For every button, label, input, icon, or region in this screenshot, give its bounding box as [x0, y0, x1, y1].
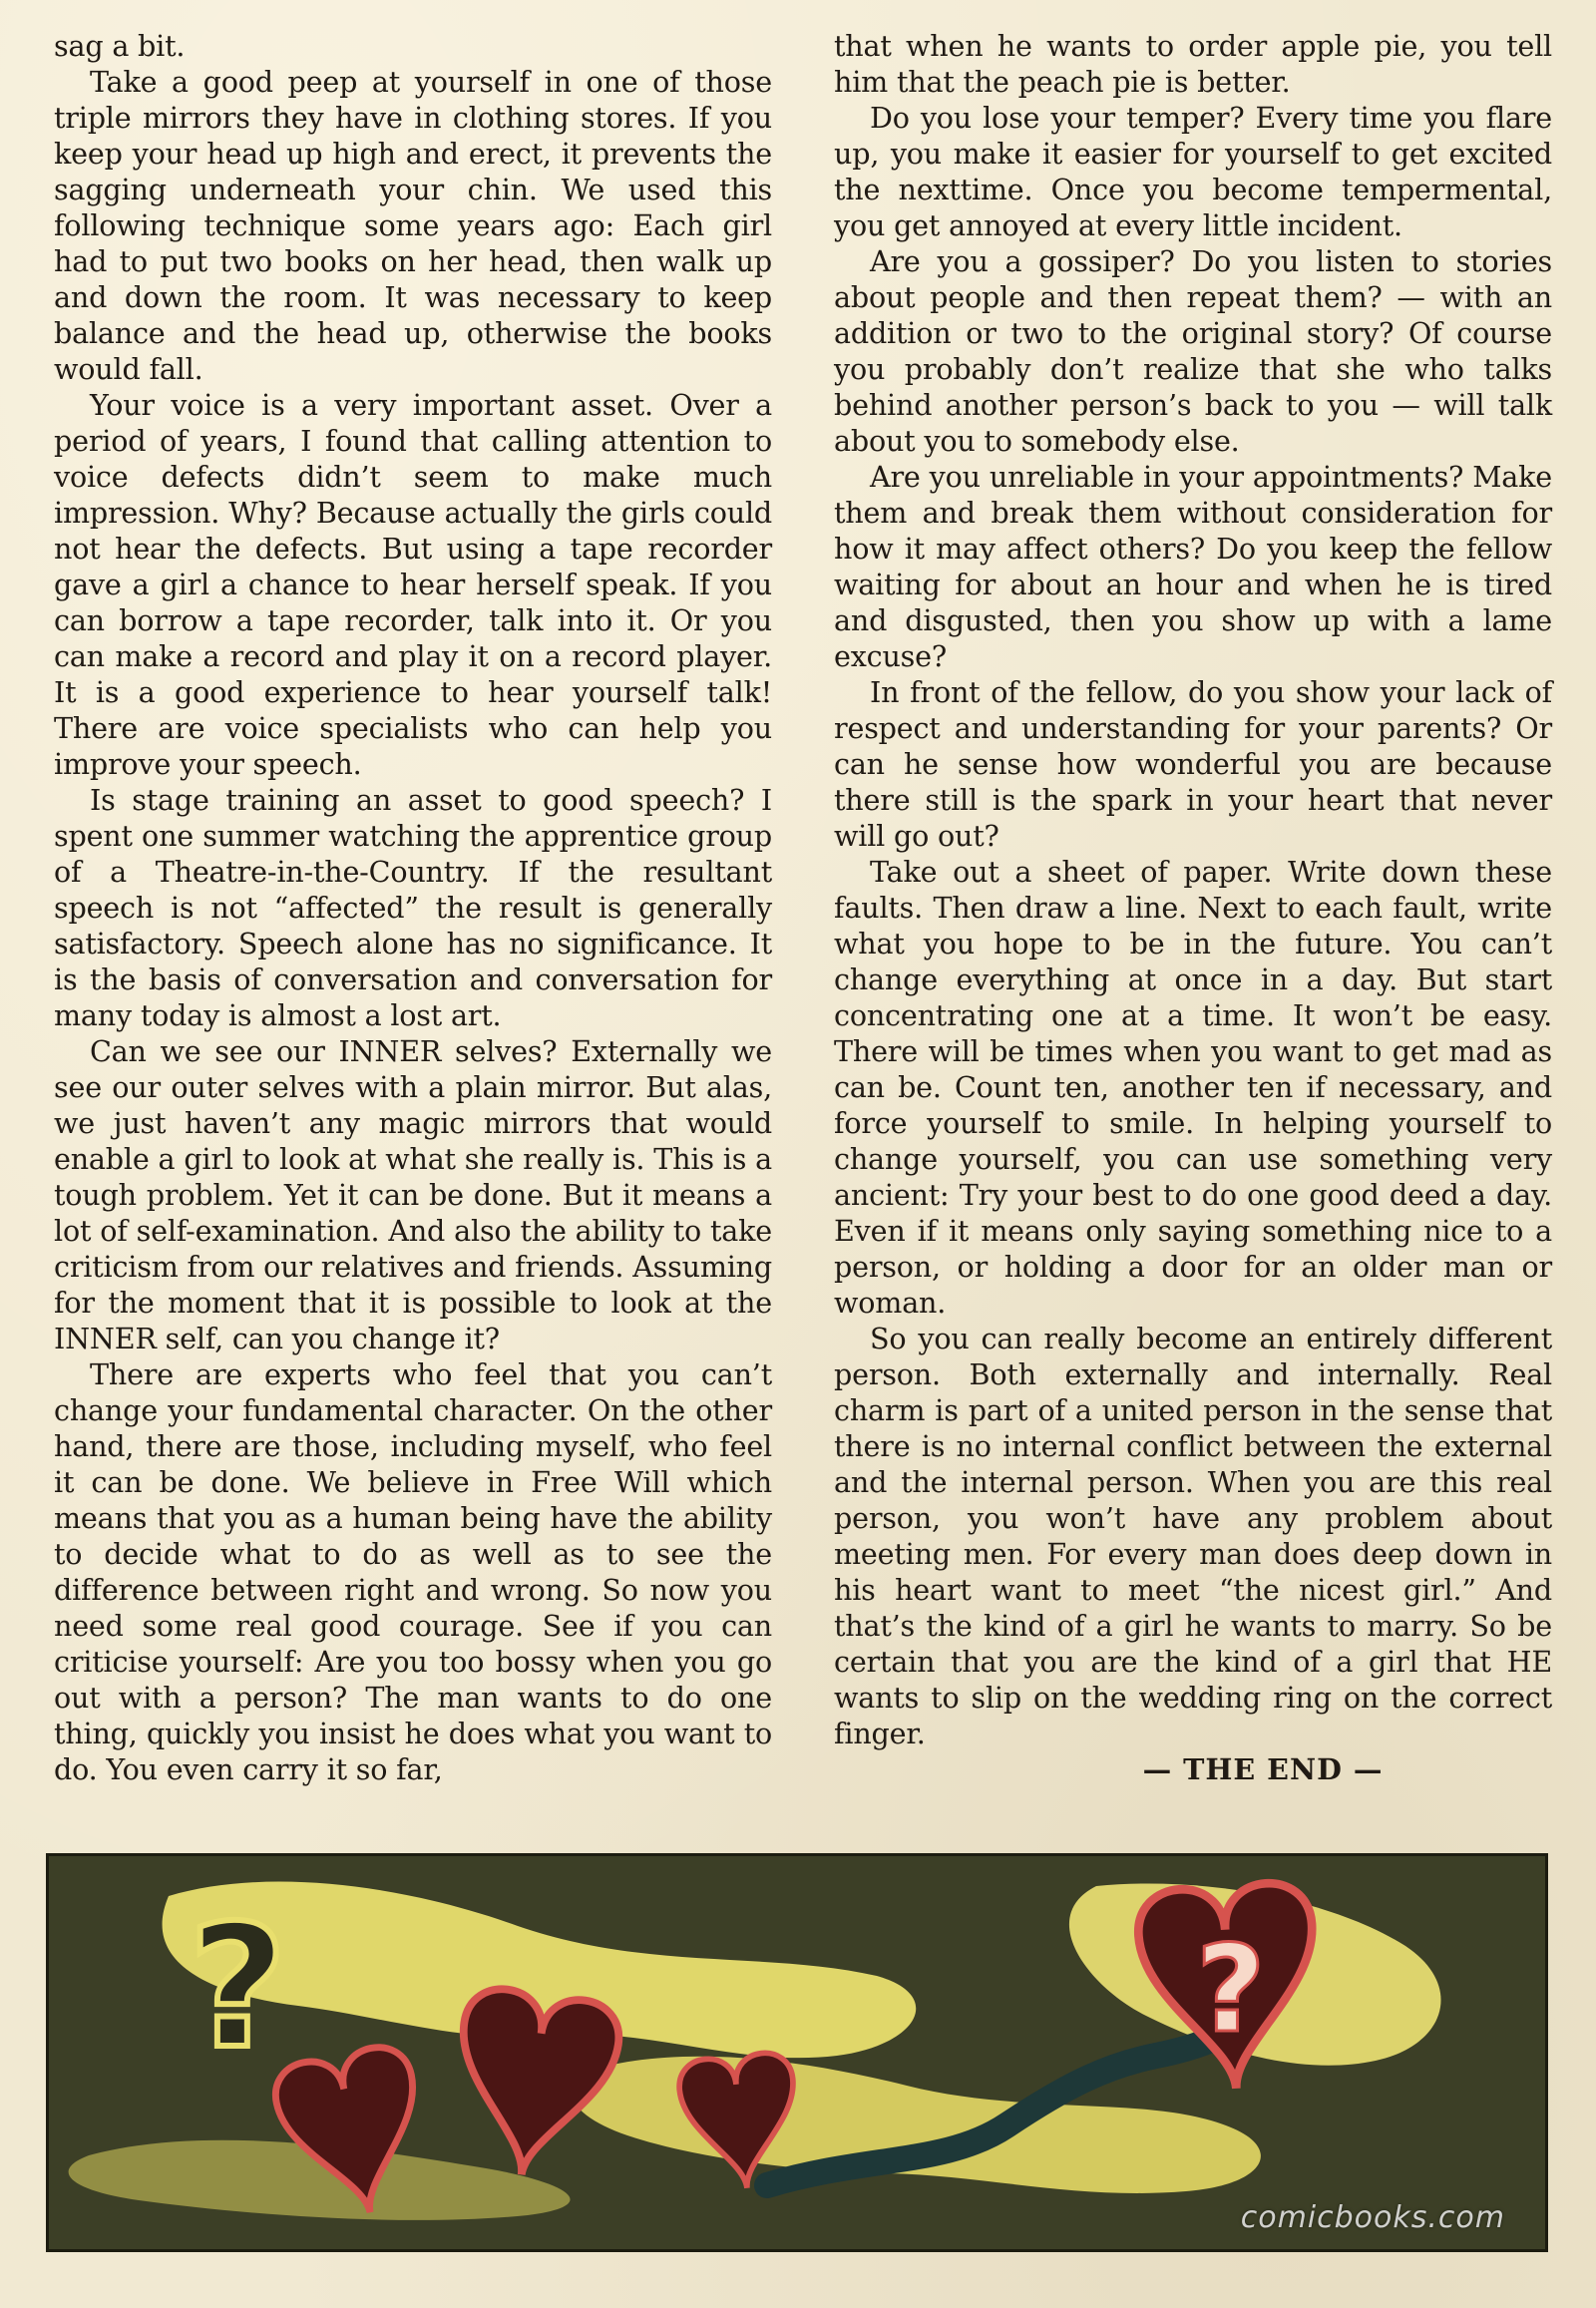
- right-paragraph-4: Are you unreliable in your appointments? Make them and break them without consideration for how it may affect others? Do you keep the fellow waiting for about an hour and when he is tired and disgusted, then you show up with a lame excuse?: [834, 460, 1552, 673]
- the-end-label: — THE END —: [1142, 1752, 1384, 1786]
- left-paragraph-2: Take a good peep at yourself in one of those triple mirrors they have in clothing stores. If you keep your head up high and erect, it prevents the sagging underneath your chin. We used this following technique some years ago: Each girl had to put two books on her head, then walk up and down the room. It was necessary to keep balance and the head up, otherwise the books would fall.: [54, 65, 772, 386]
- left-question-mark-glyph: ?: [189, 1889, 287, 2087]
- right-paragraph-7: So you can really become an entirely different person. Both externally and internally. Real charm is part of a united person in the sense that there is no internal conflict between the external and the internal person. When you are this real person, you won’t have any problem about meeting men. For every man does deep down in his heart want to meet “the nicest girl.” And that’s the kind of a girl he wants to marry. So be certain that you are the kind of a girl that HE wants to slip on the wedding ring on the correct finger.: [834, 1322, 1552, 1750]
- right-paragraph-3: Are you a gossiper? Do you listen to stories about people and then repeat them? — with an addition or two to the original story? Of course you probably don’t realize that she who talks behind another person’s back to you — will talk about you to somebody else.: [834, 244, 1552, 458]
- watermark-text: comicbooks.com: [1240, 2200, 1505, 2235]
- right-question-mark-glyph: ?: [1196, 1921, 1266, 2060]
- right-paragraph-5: In front of the fellow, do you show your lack of respect and understanding for your parents? Or can he sense how wonderful you are because there still is the spark in your heart that never will go out?: [834, 675, 1552, 853]
- left-paragraph-3: Your voice is a very important asset. Over a period of years, I found that calling attention to voice defects didn’t seem to make much impression. Why? Because actually the girls could not hear the defects. But using a tape recorder gave a girl a chance to hear herself speak. If you can borrow a tape recorder, talk into it. Or you can make a record and play it on a record player. It is a good experience to hear yourself talk! There are voice specialists who can help you improve your speech.: [54, 388, 772, 781]
- heart-large-center: [444, 1984, 623, 2185]
- left-paragraph-4: Is stage training an asset to good speech? I spent one summer watching the apprentice group of a Theatre-in-the-Country. If the resultant speech is not “affected” the result is generally satisfactory. Speech alone has no significance. It is the basis of conversation and conversation for many today is almost a lost art.: [54, 783, 772, 1032]
- left-paragraph-6: There are experts who feel that you can’t change your fundamental character. On the other hand, there are those, including myself, who feel it can be done. We believe in Free Will which means that you as a human being have the ability to decide what to do as well as to see the difference between right and wrong. So now you need some real good courage. See if you can criticise yourself: Are you too bossy when you go out with a person? The man wants to do one thing, quickly you insist he does what you want to do. You even carry it so far,: [54, 1357, 772, 1786]
- left-text-column: [54, 28, 772, 1787]
- right-paragraph-2: Do you lose your temper? Every time you flare up, you make it easier for yourself to get excited the nexttime. Once you become tempermental, you get annoyed at every little incident.: [834, 101, 1552, 242]
- left-paragraph-5: Can we see our INNER selves? Externally we see our outer selves with a plain mirror. But alas, we just haven’t any magic mirrors that would enable a girl to look at what she really is. This is a tough problem. Yet it can be done. But it means a lot of self-examination. And also the ability to take criticism from our relatives and friends. Assuming for the moment that it is possible to look at the INNER self, can you change it?: [54, 1034, 772, 1355]
- hearts-question-mark-illustration: [46, 1853, 1548, 2252]
- right-paragraph-1: that when he wants to order apple pie, you tell him that the peach pie is better.: [834, 29, 1552, 99]
- right-text-column: [834, 28, 1552, 1787]
- right-paragraph-6: Take out a sheet of paper. Write down these faults. Then draw a line. Next to each fault, write what you hope to be in the future. You can’t change everything at once in a day. But start concentrating one at a time. It won’t be easy. There will be times when you want to get mad as can be. Count ten, another ten if necessary, and force yourself to smile. In helping yourself to change yourself, you can use something very ancient: Try your best to do one good deed a day. Even if it means only saying something nice to a person, or holding a door for an older man or woman.: [834, 855, 1552, 1320]
- left-paragraph-1: sag a bit.: [54, 29, 186, 63]
- illustration-svg: [49, 1856, 1545, 2249]
- yellow-brush-highlight-center: [572, 2057, 1261, 2193]
